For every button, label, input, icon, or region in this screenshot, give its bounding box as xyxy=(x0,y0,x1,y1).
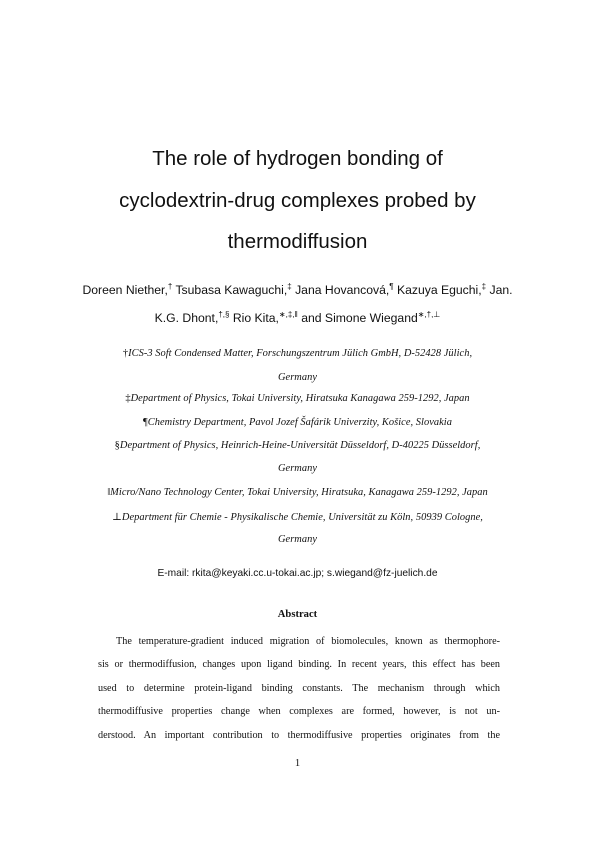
abstract-heading: Abstract xyxy=(277,609,318,620)
author-name: K.G. Dhont, xyxy=(154,311,219,325)
abstract-line: sis or thermodiffusion, changes upon ligand binding. In recent years, this effect has been xyxy=(98,659,500,670)
affiliation-mark: ‖ xyxy=(107,487,111,498)
affiliation-2 xyxy=(0,393,595,404)
affiliation-4 xyxy=(0,440,595,451)
affiliation-text: Department für Chemie - Physikalische Chemie, Universität zu Köln, 50939 Cologne, xyxy=(121,512,483,523)
affiliation-text: Department of Physics, Tokai University, Hiratsuka Kanagawa 259-1292, Japan xyxy=(130,393,470,404)
author-affiliation-mark: †,§ xyxy=(218,310,230,319)
affiliation-6 xyxy=(0,511,595,523)
affiliation-1-continued: Germany xyxy=(277,372,317,383)
paper-title-line-1: The role of hydrogen bonding of xyxy=(152,147,443,170)
affiliation-mark: ⊥ xyxy=(112,512,122,523)
affiliation-6-continued: Germany xyxy=(277,534,317,545)
affiliation-text: ICS-3 Soft Condensed Matter, Forschungszentrum Jülich GmbH, D-52428 Jülich, xyxy=(128,348,473,359)
author-name: Kazuya Eguchi, xyxy=(393,283,482,297)
author-list-line-2 xyxy=(0,311,595,325)
author-affiliation-mark: ‡ xyxy=(481,282,487,291)
author-name: Tsubasa Kawaguchi, xyxy=(172,283,288,297)
abstract-line: derstood. An important contribution to thermodiffusive properties originates from the xyxy=(98,730,500,741)
corresponding-email: E-mail: rkita@keyaki.cc.u-tokai.ac.jp; s.wiegand@fz-juelich.de xyxy=(157,568,438,579)
author-affiliation-mark: ¶ xyxy=(389,282,394,291)
author-affiliation-mark: † xyxy=(167,282,173,291)
affiliation-mark: ¶ xyxy=(143,417,148,428)
affiliation-4-continued: Germany xyxy=(277,463,317,474)
affiliation-3 xyxy=(0,417,595,428)
paper-title-line-2: cyclodextrin-drug complexes probed by xyxy=(119,189,476,212)
abstract-line: The temperature-gradient induced migration of biomolecules, known as thermophore- xyxy=(116,636,500,647)
paper-title-line-3: thermodiffusion xyxy=(227,230,368,253)
affiliation-text: Chemistry Department, Pavol Jozef Šafárik Univerzity, Košice, Slovakia xyxy=(147,417,452,428)
affiliation-mark: ‡ xyxy=(125,393,131,404)
author-affiliation-mark: ∗,†,⊥ xyxy=(417,310,441,319)
affiliation-1 xyxy=(0,348,595,359)
abstract-line: used to determine protein-ligand binding constants. The mechanism through which xyxy=(98,683,500,694)
affiliation-text: Micro/Nano Technology Center, Tokai University, Hiratsuka, Kanagawa 259-1292, Japan xyxy=(110,487,488,498)
affiliation-mark: † xyxy=(122,348,129,359)
author-affiliation-mark: ∗,‡,‖ xyxy=(278,310,298,319)
affiliation-text: Department of Physics, Heinrich-Heine-Universität Düsseldorf, D-40225 Düsseldorf, xyxy=(119,440,481,451)
author-name: Doreen Niether, xyxy=(82,283,168,297)
author-name: Jana Hovancová, xyxy=(291,283,390,297)
affiliation-5 xyxy=(0,487,595,498)
author-name: Rio Kita, xyxy=(229,311,279,325)
author-name: and Simone Wiegand xyxy=(297,311,418,325)
author-name: Jan. xyxy=(486,283,513,297)
author-list-line-1 xyxy=(0,283,595,297)
affiliation-mark: § xyxy=(114,440,120,451)
abstract-line: thermodiffusive properties change when complexes are formed, however, is not un- xyxy=(98,706,500,717)
author-affiliation-mark: ‡ xyxy=(287,282,292,291)
page-number: 1 xyxy=(294,758,301,769)
